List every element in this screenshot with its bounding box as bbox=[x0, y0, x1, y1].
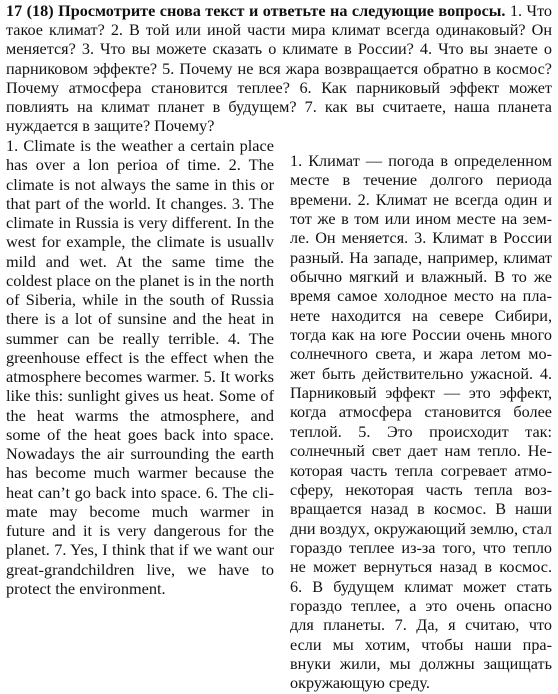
english-answer-text: 1. Climate is the weather a certain place has over a lon perioa of time. 2. The climate is not always the same in this or that part of the world. It changes. 3. The climate in Russia is very different. In the west for example, the climate is usuallv mild and wet. At the same time the coldest place on the planet is in the north of Siberia, while in the south of Russia there is a lot of sunsine and the heat in summer can be really terrible. 4. The greenhouse effect is the effect when the atmosphere becomes warmer. 5. It works like this: sunlight gives us heat. Some of the heat warms the atmosphere, and some of the heat goes back into space. Nowadays the air surrounding the earth has become much warmer because the heat can’t go back into space. 6. The climate may become much warmer in future and it is very dangerous for the planet. 7. Yes, I think that if we want our great-grandchildren live, we have to protect the environment. bbox=[6, 136, 274, 598]
exercise-questions: 1. Что такое климат? 2. В той или иной части мира климат всегда одинаковый? Он меняется? 3. Что вы можете сказать о климате в России? 4. Что вы знаете о парниковом эффекте? 5. Почему не вся жара возвращается обратно в космос? Почему атмосфера становится теплее? 6. Как парниковый эффект может повлиять на климат планет в будущем? 7. как вы считаете, наша планета нуждается в защите? Почему? bbox=[6, 2, 553, 136]
russian-translation-text: 1. Климат — погода в определенном месте в течение долгого периода времени. 2. Климат не всегда один и тот же в том или ином месте на земле. Он меняется. 3. Климат в России разный. На западе, например, климат обычно мягкий и влажный. В то же время самое холодное место на планете находится на севере Сибири, тогда как на юге России очень много солнечного света, и жара летом может быть действительно ужасной. 4. Парниковый эффект — это эффект, когда атмосфера становится более теплой. 5. Это происходит так: солнечный свет дает нам тепло. Некоторая часть тепла согревает атмосферу, некоторая часть тепла возвращается назад в космос. В наши дни воздух, окружающий землю, стал гораздо теплее из-за того, что тепло не может вернуться назад в космос. 6. В будущем климат может стать гораздо теплее, а это очень опасно для планеты. 7. Да, я считаю, что если мы хотим, чтобы наши правнуки жили, мы должны защищать окружающую среду. bbox=[290, 152, 552, 693]
exercise-title: Просмотрите снова текст и ответьте на следующие вопросы. bbox=[58, 2, 506, 20]
exercise-number: 17 (18) bbox=[6, 2, 54, 20]
exercise-header bbox=[6, 2, 552, 136]
textbook-page bbox=[6, 2, 553, 693]
english-answer-column bbox=[6, 136, 274, 598]
russian-translation-column bbox=[290, 152, 552, 694]
